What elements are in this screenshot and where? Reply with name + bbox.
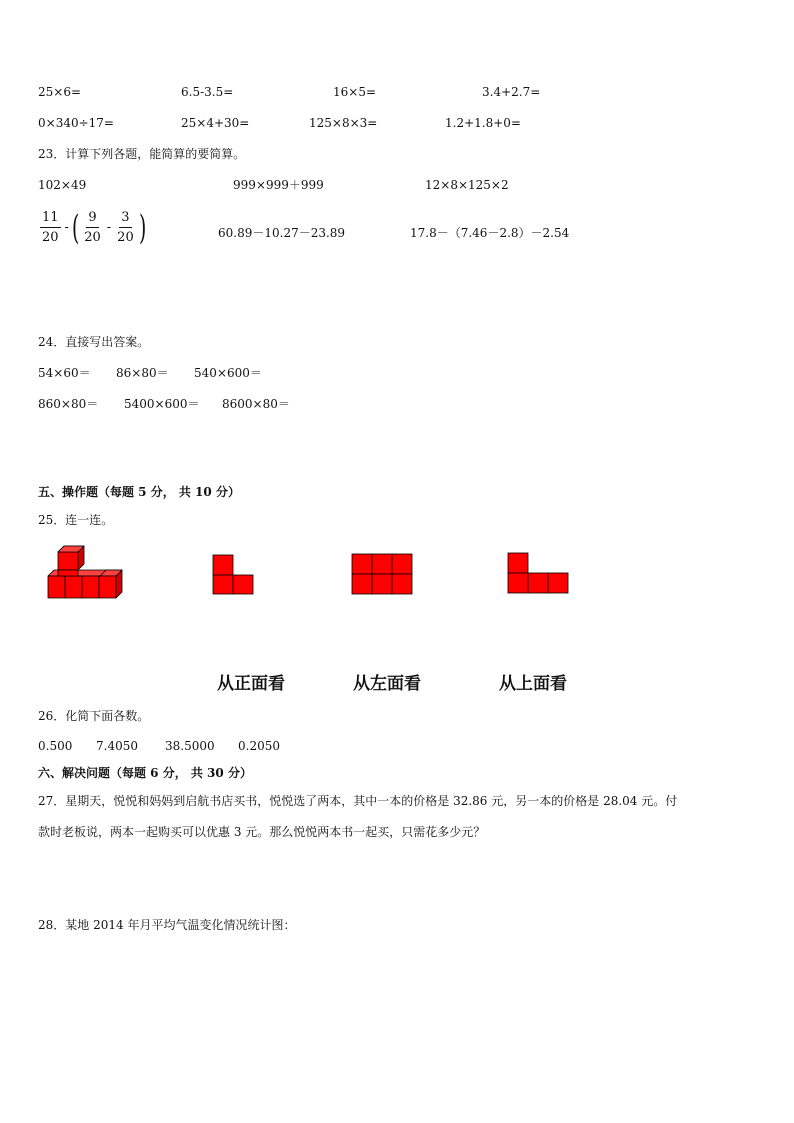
oral-item: 1.2+1.8+0= [445, 116, 521, 130]
view-label-front: 从正面看 [217, 674, 285, 694]
minus-sign: - [106, 220, 112, 235]
question-27-line2: 款时老板说，两本一起购买可以优惠 3 元。那么悦悦两本书一起买，只需花多少元？ [38, 825, 486, 839]
oral-item: 16×5= [333, 85, 377, 99]
left-paren: ( [71, 207, 80, 248]
view-label-top: 从上面看 [499, 674, 567, 694]
oral-item: 6.5-3.5= [181, 85, 234, 99]
view-shape-b [351, 553, 413, 595]
minus-sign: - [64, 220, 69, 235]
oral-item: 25×4+30= [181, 116, 250, 130]
question-26-title: 26．化简下面各数。 [38, 709, 150, 723]
section-6-heading: 六、解决问题（每题 6 分， 共 30 分） [38, 766, 252, 780]
question-24-title: 24．直接写出答案。 [38, 335, 150, 349]
q24-item: 8600×80＝ [222, 397, 290, 411]
view-shape-c [507, 552, 569, 594]
view-shape-a [212, 554, 256, 596]
right-paren: ) [138, 207, 146, 248]
cube-structure-figure [44, 542, 126, 602]
oral-item: 0×340÷17= [38, 116, 114, 130]
q26-number: 38.5000 [165, 739, 215, 753]
q26-number: 0.500 [38, 739, 73, 753]
oral-item: 3.4+2.7= [482, 85, 541, 99]
q23-expression: 102×49 [38, 178, 87, 192]
q24-item: 54×60＝ [38, 366, 91, 380]
q23-expression: 999×999＋999 [233, 178, 324, 192]
q26-number: 0.2050 [238, 739, 280, 753]
q23-expression: 60.89－10.27－23.89 [218, 226, 346, 240]
q24-item: 540×600＝ [194, 366, 262, 380]
q23-expression: 17.8－（7.46－2.8）－2.54 [410, 226, 570, 240]
q24-item: 86×80＝ [116, 366, 169, 380]
question-27-line1: 27．星期天，悦悦和妈妈到启航书店买书，悦悦选了两本，其中一本的价格是 32.86 元，另一本的价格是 28.04 元。付 [38, 794, 678, 808]
fraction-3-20: 3 20 [117, 210, 134, 245]
question-25-title: 25．连一连。 [38, 513, 114, 527]
fraction-11-20: 11 20 [42, 210, 59, 245]
oral-item: 125×8×3= [309, 116, 378, 130]
q23-expression: 12×8×125×2 [425, 178, 509, 192]
question-23-title: 23．计算下列各题，能简算的要简算。 [38, 147, 246, 161]
oral-item: 25×6= [38, 85, 82, 99]
q24-item: 860×80＝ [38, 397, 99, 411]
question-28-title: 28．某地 2014 年月平均气温变化情况统计图： [38, 918, 296, 932]
q24-item: 5400×600＝ [124, 397, 200, 411]
q23-fraction-expression [38, 207, 147, 248]
q26-number: 7.4050 [96, 739, 138, 753]
view-label-left: 从左面看 [353, 674, 421, 694]
section-5-heading: 五、操作题（每题 5 分， 共 10 分） [38, 485, 240, 499]
fraction-9-20: 9 20 [84, 210, 101, 245]
